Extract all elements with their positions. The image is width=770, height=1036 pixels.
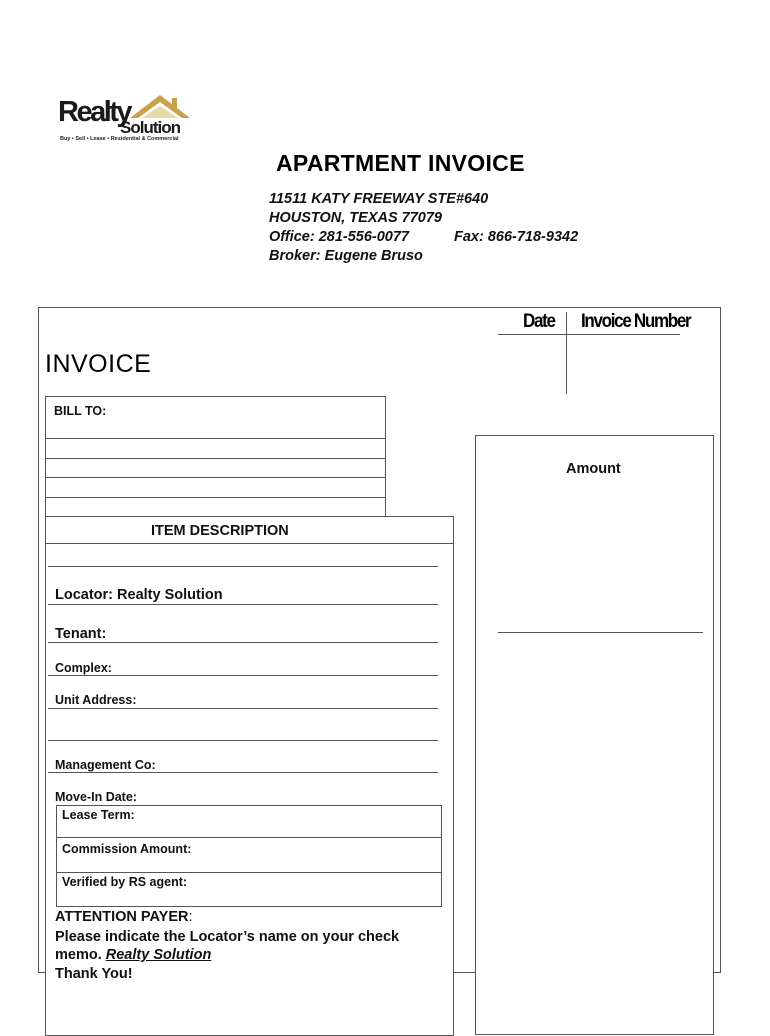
date-divider [566,312,567,394]
management-co-line[interactable] [48,772,438,773]
thank-you: Thank You! [55,966,133,982]
fax-number: Fax: 866-718-9342 [454,229,579,245]
page-title: APARTMENT INVOICE [276,150,525,176]
payer-instruction-line-2 [55,947,211,963]
attention-payer [55,909,193,925]
complex-label: Complex: [55,661,112,675]
item-heading-divider [46,543,453,544]
payer-instruction-line-1: Please indicate the Locator’s name on your check [55,929,400,945]
unit-address-line[interactable] [48,708,438,709]
locator-line[interactable] [48,604,438,605]
bill-to-line[interactable] [46,458,385,459]
bill-to-line[interactable] [46,497,385,498]
address-line-1: 11511 KATY FREEWAY STE#640 [269,191,489,207]
item-line[interactable] [48,566,438,567]
verified-by-label: Verified by RS agent: [62,875,188,889]
move-in-date-label: Move-In Date: [55,790,137,804]
header-underline [498,334,680,335]
invoice-number-header: Invoice Number [581,309,691,332]
commission-divider [57,872,441,873]
unit-address-line-2[interactable] [48,740,438,741]
tenant-label: Tenant: [55,626,107,642]
commission-amount-label: Commission Amount: [62,842,192,856]
date-header: Date [523,309,555,332]
logo-tagline: Buy • Sell • Lease • Residential & Commercial [60,136,179,142]
bill-to-line[interactable] [46,438,385,439]
management-co-label: Management Co: [55,758,156,772]
invoice-heading: INVOICE [45,350,152,378]
amount-label: Amount [566,461,621,477]
roof-icon [122,92,192,120]
office-phone: Office: 281-556-0077 [269,229,409,245]
attention-colon: : [188,909,193,925]
memo-prefix: memo. [55,947,106,963]
bill-to-line[interactable] [46,477,385,478]
company-logo [58,92,193,148]
memo-company-name: Realty Solution [105,947,212,963]
lease-term-label: Lease Term: [62,808,135,822]
item-description-heading: ITEM DESCRIPTION [151,523,289,539]
amount-box [475,435,714,1035]
address-line-2: HOUSTON, TEXAS 77079 [269,210,442,226]
lease-term-divider [57,837,441,838]
amount-line[interactable] [498,632,703,633]
complex-line[interactable] [48,675,438,676]
broker-name: Broker: Eugene Bruso [269,248,423,264]
logo-brand-main: Realty [58,96,131,128]
locator-label: Locator: Realty Solution [55,587,223,603]
tenant-line[interactable] [48,642,438,643]
unit-address-label: Unit Address: [55,693,137,707]
logo-brand-sub: Solution [120,118,180,137]
attention-label: ATTENTION PAYER [55,909,189,925]
bill-to-label: BILL TO: [54,404,107,418]
